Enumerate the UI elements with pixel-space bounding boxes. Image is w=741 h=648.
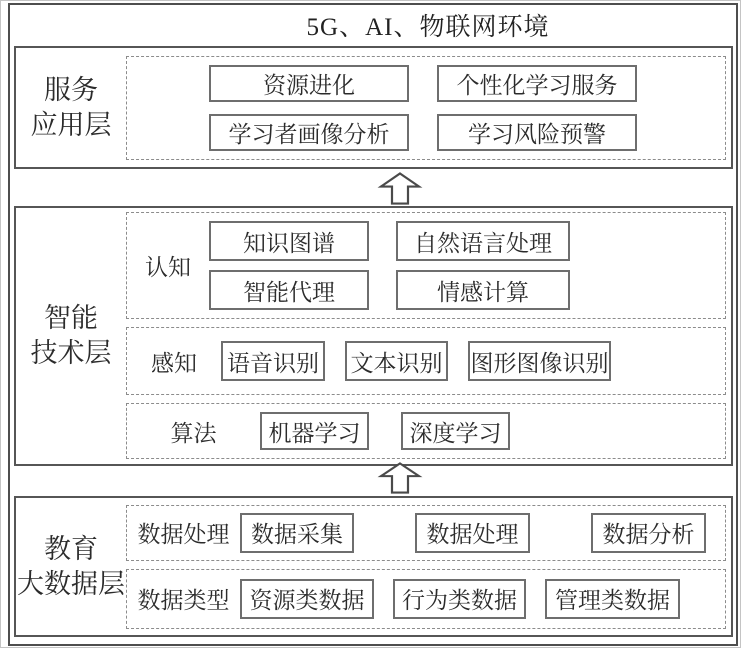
rows bbox=[209, 221, 570, 310]
up-arrow-icon bbox=[377, 462, 423, 494]
box-natural-language-processing: 自然语言处理 bbox=[396, 221, 570, 261]
layer-education-big-data bbox=[14, 496, 733, 637]
environment-frame bbox=[8, 3, 738, 646]
intelligent-technology-groups bbox=[126, 208, 731, 464]
group-perception bbox=[126, 327, 726, 395]
box-management-data: 管理类数据 bbox=[545, 579, 680, 619]
education-big-data-groups bbox=[126, 498, 731, 635]
rows bbox=[240, 513, 706, 553]
box-data-processing: 数据处理 bbox=[415, 513, 530, 553]
row bbox=[240, 579, 680, 619]
box-graphic-image-recognition: 图形图像识别 bbox=[468, 341, 611, 381]
label-data-processing: 数据处理 bbox=[137, 522, 230, 547]
layer-label-line: 教育 bbox=[44, 533, 98, 564]
up-arrow-icon bbox=[377, 172, 423, 205]
box-intelligent-agent: 智能代理 bbox=[209, 270, 369, 310]
label-perception: 感知 bbox=[151, 350, 197, 376]
service-application-groups bbox=[126, 48, 731, 167]
label-algorithm: 算法 bbox=[170, 420, 217, 446]
group-algorithm bbox=[126, 403, 726, 459]
rows bbox=[127, 65, 637, 151]
box-resource-data: 资源类数据 bbox=[240, 579, 374, 619]
label-cognition: 认知 bbox=[145, 255, 191, 280]
label-data-type: 数据类型 bbox=[137, 588, 230, 613]
layer-label-intelligent-technology bbox=[16, 208, 126, 464]
box-resource-evolution: 资源进化 bbox=[209, 65, 409, 102]
rows bbox=[240, 579, 680, 619]
box-behavior-data: 行为类数据 bbox=[393, 579, 526, 619]
row bbox=[221, 341, 611, 381]
diagram-title: 5G、AI、物联网环境 bbox=[306, 14, 550, 41]
box-speech-recognition: 语音识别 bbox=[221, 341, 325, 381]
box-data-collection: 数据采集 bbox=[240, 513, 354, 553]
layer-label-line: 大数据层 bbox=[17, 568, 125, 599]
box-deep-learning: 深度学习 bbox=[401, 412, 510, 450]
box-text-recognition: 文本识别 bbox=[345, 341, 448, 381]
box-knowledge-graph: 知识图谱 bbox=[209, 221, 369, 261]
layer-label-service-application bbox=[16, 48, 126, 167]
group-data-processing bbox=[126, 505, 726, 561]
layer-service-application bbox=[14, 46, 733, 169]
box-machine-learning: 机器学习 bbox=[260, 412, 369, 450]
box-data-analysis: 数据分析 bbox=[591, 513, 706, 553]
layer-label-line: 服务 bbox=[44, 74, 98, 105]
layer-label-education-big-data bbox=[16, 498, 126, 635]
row bbox=[260, 412, 510, 450]
rows bbox=[260, 412, 510, 450]
box-affective-computing: 情感计算 bbox=[396, 270, 570, 310]
layer-intelligent-technology bbox=[14, 206, 733, 466]
row bbox=[209, 221, 570, 261]
layer-label-line: 智能 bbox=[44, 303, 98, 333]
box-learner-profile-analysis: 学习者画像分析 bbox=[209, 114, 409, 151]
box-learning-risk-warning: 学习风险预警 bbox=[437, 114, 637, 151]
group-application-services bbox=[126, 56, 726, 160]
layer-label-line: 应用层 bbox=[30, 109, 112, 140]
rows bbox=[221, 341, 611, 381]
group-cognition bbox=[126, 212, 726, 319]
row bbox=[127, 65, 637, 102]
group-data-type bbox=[126, 569, 726, 629]
row bbox=[240, 513, 706, 553]
box-personalized-learning-service: 个性化学习服务 bbox=[437, 65, 637, 102]
row bbox=[209, 270, 570, 310]
layer-label-line: 技术层 bbox=[30, 338, 112, 368]
row bbox=[127, 114, 637, 151]
